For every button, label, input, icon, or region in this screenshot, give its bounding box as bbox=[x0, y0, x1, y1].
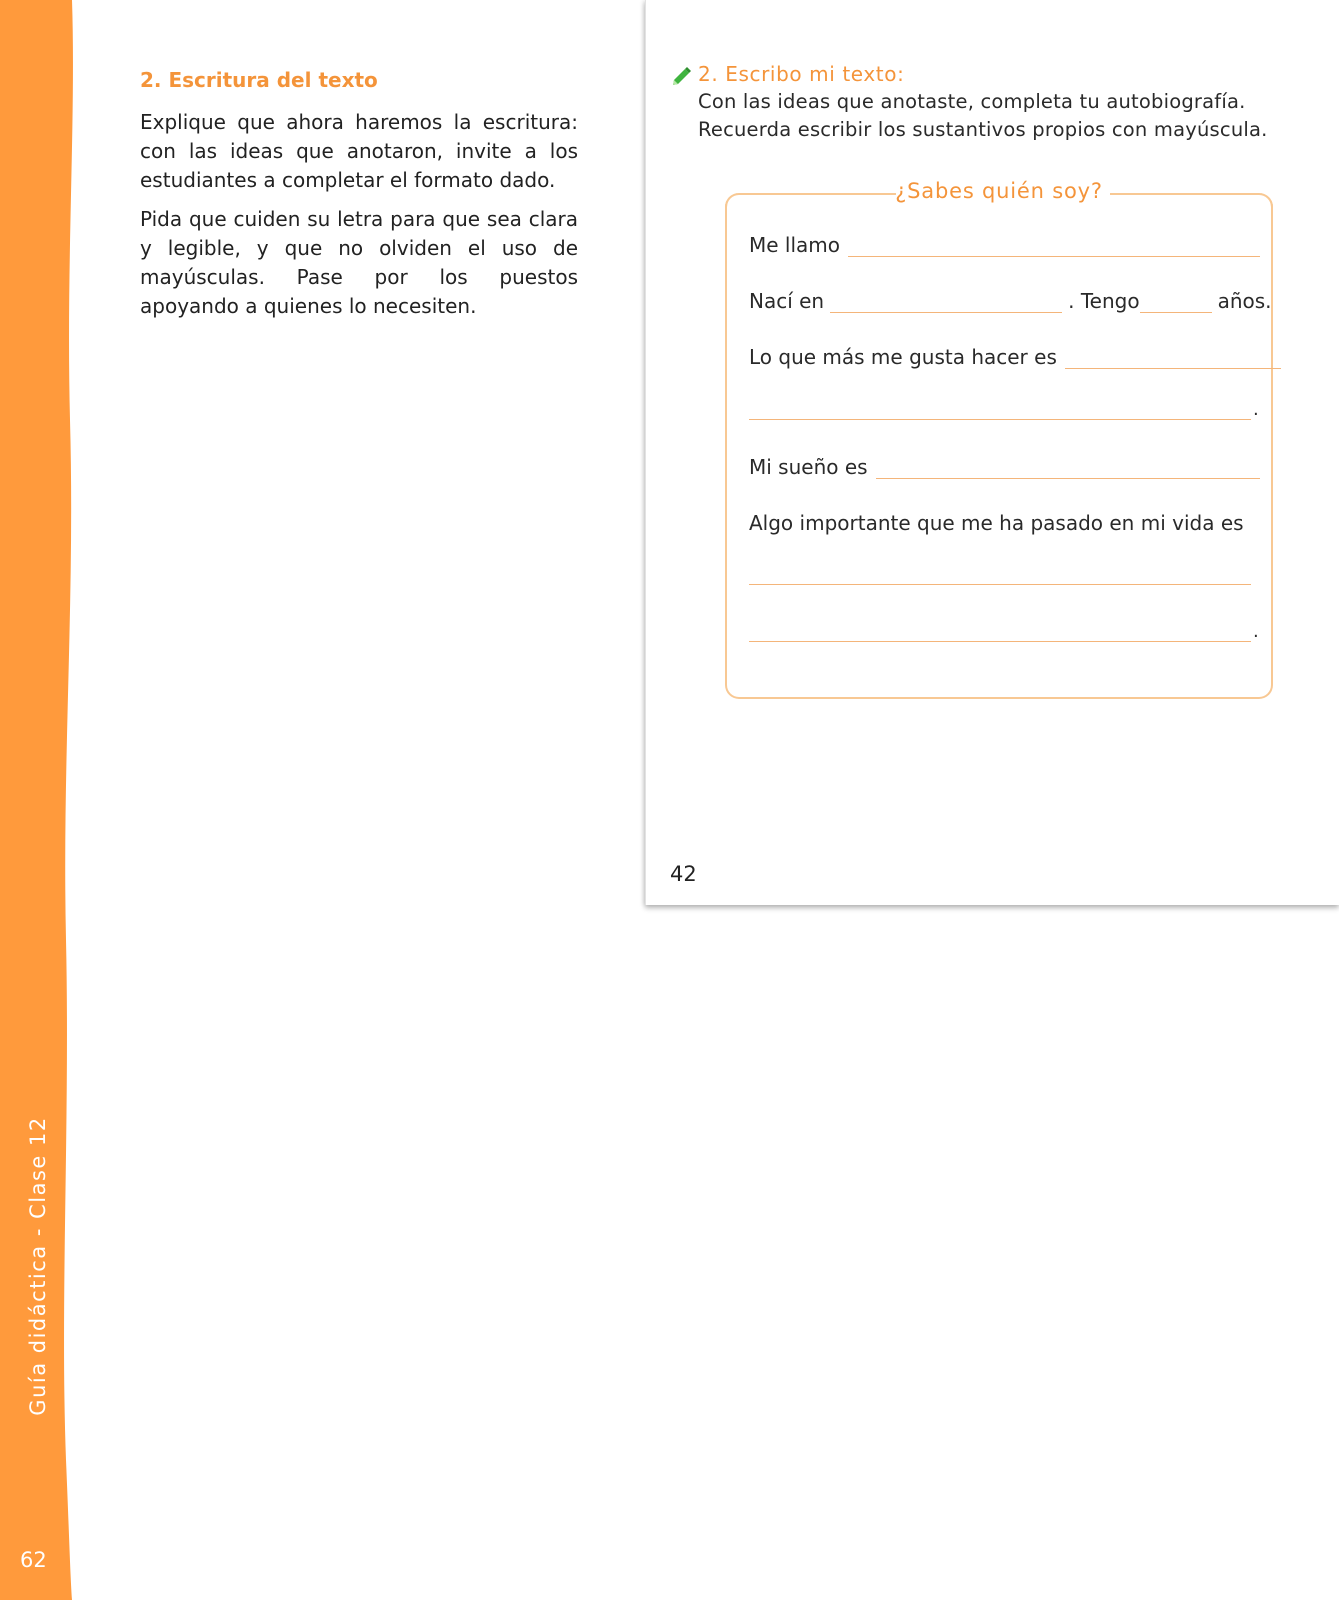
birthplace-blank[interactable] bbox=[830, 293, 1062, 313]
form-line-event bbox=[749, 511, 1244, 535]
activity-header bbox=[698, 62, 1268, 144]
form-line-likes bbox=[749, 345, 1281, 369]
form-line-likes-continued bbox=[749, 399, 1259, 420]
form-title-row bbox=[725, 179, 1273, 217]
form-line-event-continued-1 bbox=[749, 565, 1251, 585]
book-page-number: 42 bbox=[670, 862, 697, 886]
form-label-name: Me llamo bbox=[749, 233, 841, 257]
guide-paragraph-1: Explique que ahora haremos la escritura: con las ideas que anotaron, invite a los estudiantes a completar el formato dado. bbox=[140, 110, 578, 192]
form-period: . bbox=[1253, 399, 1259, 420]
name-blank[interactable] bbox=[848, 237, 1260, 257]
form-line-name bbox=[749, 233, 1260, 257]
form-label-likes: Lo que más me gusta hacer es bbox=[749, 345, 1057, 369]
form-label-age-prefix: . Tengo bbox=[1068, 289, 1140, 313]
event-blank-1[interactable] bbox=[749, 565, 1251, 585]
form-line-dream bbox=[749, 455, 1260, 479]
guide-column bbox=[140, 68, 578, 331]
guide-paragraph-2: Pida que cuiden su letra para que sea clara y legible, y que no olviden el uso de mayúsculas. Pase por los puestos apoyando a quienes lo necesiten. bbox=[140, 207, 578, 318]
autobiography-form bbox=[725, 179, 1273, 699]
form-title: ¿Sabes quién soy? bbox=[895, 179, 1103, 203]
guide-heading: 2. Escritura del texto bbox=[140, 68, 378, 92]
event-blank-2[interactable] bbox=[749, 622, 1251, 642]
activity-instruction-2: Recuerda escribir los sustantivos propios con mayúscula. bbox=[698, 118, 1268, 141]
form-period: . bbox=[1253, 621, 1259, 642]
form-label-born: Nací en bbox=[749, 289, 825, 313]
dream-blank[interactable] bbox=[876, 459, 1260, 479]
form-label-dream: Mi sueño es bbox=[749, 455, 868, 479]
form-label-event: Algo importante que me ha pasado en mi vida es bbox=[749, 511, 1244, 535]
guide-page-number: 62 bbox=[20, 1548, 47, 1572]
age-blank[interactable] bbox=[1140, 293, 1212, 313]
student-book-page bbox=[645, 0, 1339, 905]
likes-blank-continued[interactable] bbox=[749, 400, 1251, 420]
form-line-event-continued-2 bbox=[749, 621, 1259, 642]
form-line-born bbox=[749, 289, 1272, 313]
activity-instruction-1: Con las ideas que anotaste, completa tu autobiografía. bbox=[698, 90, 1246, 113]
likes-blank[interactable] bbox=[1065, 349, 1281, 369]
form-label-age-suffix: años. bbox=[1217, 289, 1272, 313]
activity-title: 2. Escribo mi texto: bbox=[698, 62, 905, 86]
pencil-icon bbox=[670, 66, 692, 88]
sidebar-label: Guía didáctica - Clase 12 bbox=[26, 1116, 50, 1416]
side-band bbox=[0, 0, 90, 1600]
